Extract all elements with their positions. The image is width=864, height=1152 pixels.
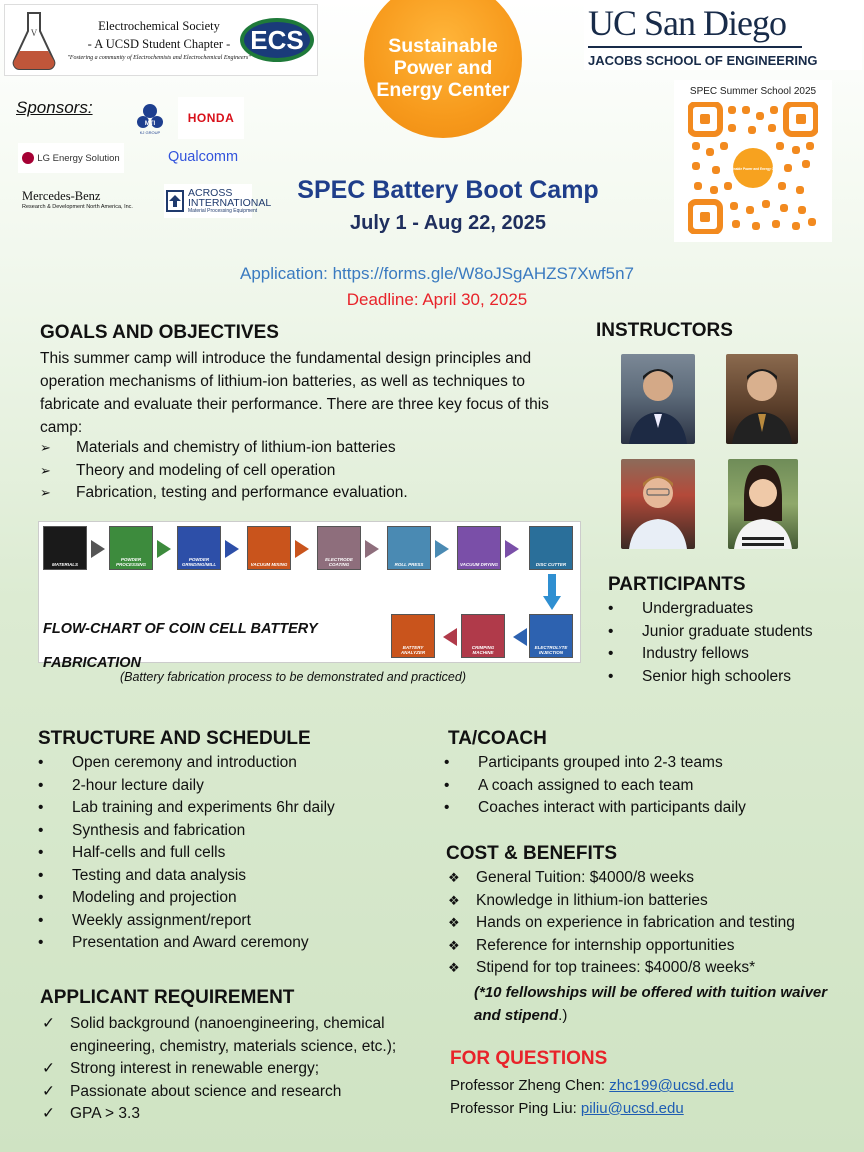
list-item: ✓ GPA > 3.3 (40, 1103, 440, 1126)
flow-step: DISC CUTTER (529, 526, 573, 570)
event-title: SPEC Battery Boot Camp (297, 176, 599, 204)
list-item: • Presentation and Award ceremony (36, 932, 436, 955)
list-item: ➢ Fabrication, testing and performance evaluation. (40, 482, 580, 505)
fellowship-note-end: .) (558, 1006, 568, 1024)
contact-row (450, 1075, 850, 1098)
flow-step: MATERIALS (43, 526, 87, 570)
contact-label: Professor Zheng Chen: (450, 1077, 610, 1094)
goals-list (40, 437, 580, 505)
ecs-logo (4, 4, 318, 76)
ta-coach-list (442, 752, 852, 820)
list-item: • A coach assigned to each team (442, 775, 852, 798)
spec-logo (364, 0, 522, 138)
lg-text: LG Energy Solution (37, 152, 120, 164)
flow-step: CRIMPING MACHINE (461, 614, 505, 658)
spec-logo-text: Sustainable Power and Energy Center (376, 35, 510, 101)
qualcomm-logo (158, 144, 248, 170)
list-item: • Undergraduates (606, 598, 856, 621)
mercedes-logo (22, 184, 162, 214)
person-icon (621, 354, 695, 444)
ucsd-divider (588, 46, 802, 48)
application-link[interactable]: Application: https://forms.gle/W8oJSgAHZS7Xwf5n7 (239, 264, 634, 283)
instructor-photo (726, 354, 798, 444)
lg-logo (18, 143, 124, 173)
flowchart (38, 521, 581, 671)
list-item: • Testing and data analysis (36, 865, 436, 888)
flow-arrow (365, 540, 379, 558)
deadline: Deadline: April 30, 2025 (346, 290, 528, 309)
flow-step: VACUUM MIXING (247, 526, 291, 570)
instructor-photo (728, 459, 798, 549)
questions-heading: FOR QUESTIONS (450, 1048, 608, 1069)
list-item: • Participants grouped into 2-3 teams (442, 752, 852, 775)
flow-arrow (295, 540, 309, 558)
flow-step: ROLL PRESS (387, 526, 431, 570)
list-item: • Senior high schoolers (606, 666, 856, 689)
list-item: • Half-cells and full cells (36, 842, 436, 865)
flow-arrow (443, 628, 457, 646)
ecs-title-line2: - A UCSD Student Chapter - (87, 37, 231, 51)
requirements-heading: APPLICANT REQUIREMENT (40, 987, 295, 1008)
instructor-photo (621, 459, 695, 549)
flowchart-caption: (Battery fabrication process to be demonstrated and practiced) (119, 670, 466, 684)
ecs-title-line1: Electrochemical Society (98, 19, 220, 33)
flow-arrow (513, 628, 527, 646)
mti-text: MTI (144, 121, 156, 127)
flow-arrow (91, 540, 105, 558)
ucsd-logo (584, 2, 862, 70)
flow-arrow (225, 540, 239, 558)
list-item: • Junior graduate students (606, 621, 856, 644)
sponsors-label: Sponsors: (16, 98, 93, 117)
contact-row (450, 1098, 850, 1121)
list-item: ✓ Solid background (nanoengineering, chemical engineering, chemistry, materials science, etc.); (40, 1013, 440, 1058)
flask-icon (11, 11, 57, 71)
email-link[interactable]: zhc199@ucsd.edu (609, 1077, 734, 1094)
list-item: ✓ Strong interest in renewable energy; (40, 1058, 440, 1081)
mercedes-sub: Research & Development North America, Inc. (22, 203, 133, 210)
ucsd-school: JACOBS SCHOOL OF ENGINEERING (588, 53, 818, 68)
across-arrow-icon (166, 190, 184, 212)
list-item: • Lab training and experiments 6hr daily (36, 797, 436, 820)
cost-list (446, 867, 858, 980)
structure-heading: STRUCTURE AND SCHEDULE (38, 728, 311, 749)
flow-arrow (505, 540, 519, 558)
lg-dot-icon (22, 152, 34, 164)
qr-title: SPEC Summer School 2025 (689, 86, 817, 97)
person-icon (621, 459, 695, 549)
qr-center-label: Sustainable Power and Energy Center (724, 167, 782, 171)
ecs-title (69, 17, 249, 53)
list-item: • Synthesis and fabrication (36, 820, 436, 843)
flowchart-title-line2: FABRICATION (43, 655, 142, 671)
person-icon (728, 459, 798, 549)
flowchart-title-line1: FLOW-CHART OF COIN CELL BATTERY (43, 621, 318, 637)
goals-text: This summer camp will introduce the fundamental design principles and operation mechanisms of lithium-ion batteries, as well as techniques to fabricate and evaluate their performance. There are three key focus of this camp: (40, 350, 549, 436)
across-name2: INTERNATIONAL (188, 197, 272, 209)
contact-list (450, 1075, 850, 1120)
ecs-oval-logo (237, 15, 317, 65)
flow-step: POWDER PROCESSING (109, 526, 153, 570)
ecs-tagline: "Fostering a community of Electrochemists and Electrochemical Engineers" (67, 55, 251, 61)
list-item: • Open ceremony and introduction (36, 752, 436, 775)
event-dates: July 1 - Aug 22, 2025 (349, 212, 546, 234)
person-icon (726, 354, 798, 444)
list-item: • 2-hour lecture daily (36, 775, 436, 798)
participants-list (606, 598, 856, 688)
across-sub: Material Processing Equipment (188, 208, 258, 214)
fellowship-note-bold: (*10 fellowships will be offered with tuition waiver and stipend (474, 984, 828, 1024)
down-arrow-icon (543, 574, 561, 610)
qualcomm-text: Qualcomm (167, 149, 239, 165)
list-item: ❖ Reference for internship opportunities (446, 935, 858, 958)
goals-heading: GOALS AND OBJECTIVES (40, 322, 279, 343)
list-item: • Modeling and projection (36, 887, 436, 910)
flow-arrow (157, 540, 171, 558)
list-item: • Weekly assignment/report (36, 910, 436, 933)
mti-icon (136, 102, 164, 136)
email-link[interactable]: piliu@ucsd.edu (580, 1099, 684, 1117)
ucsd-name: UC San Diego (588, 3, 786, 43)
flow-step: BATTERY ANALYZER (391, 614, 435, 658)
across-name1: ACROSS (188, 187, 233, 199)
structure-list (36, 752, 436, 955)
list-item: ➢ Theory and modeling of cell operation (40, 460, 580, 483)
qr-code-icon (688, 102, 818, 234)
ecs-logo-text: ECS (250, 25, 304, 55)
svg-text:V: V (30, 28, 38, 38)
contact-label: Professor Ping Liu: (450, 1099, 581, 1117)
list-item: • Industry fellows (606, 643, 856, 666)
list-item: • Coaches interact with participants daily (442, 797, 852, 820)
list-item: ➢ Materials and chemistry of lithium-ion batteries (40, 437, 580, 460)
cost-heading: COST & BENEFITS (446, 843, 618, 864)
mercedes-name: Mercedes-Benz (22, 188, 101, 203)
flow-step: ELECTROLYTE INJECTION (529, 614, 573, 658)
requirements-list (40, 1013, 440, 1126)
fellowship-note (474, 982, 854, 1027)
instructors-heading: INSTRUCTORS (596, 320, 733, 341)
mti-logo (136, 102, 164, 136)
list-item: ❖ Stipend for top trainees: $4000/8 weeks* (446, 957, 858, 980)
flow-step: POWDER GRINDING/MILL (177, 526, 221, 570)
qr-code[interactable] (674, 80, 832, 242)
honda-text: HONDA (187, 111, 235, 125)
mti-sub: KJ GROUP (139, 130, 161, 135)
list-item: ❖ General Tuition: $4000/8 weeks (446, 867, 858, 890)
list-item: ✓ Passionate about science and research (40, 1081, 440, 1104)
honda-logo (178, 97, 244, 139)
flow-step: ELECTRODE COATING (317, 526, 361, 570)
flow-arrow (435, 540, 449, 558)
flow-step: VACUUM DRYING (457, 526, 501, 570)
ta-coach-heading: TA/COACH (448, 728, 547, 749)
participants-heading: PARTICIPANTS (608, 574, 746, 595)
list-item: ❖ Knowledge in lithium-ion batteries (446, 890, 858, 913)
instructor-photo (621, 354, 695, 444)
list-item: ❖ Hands on experience in fabrication and testing (446, 912, 858, 935)
